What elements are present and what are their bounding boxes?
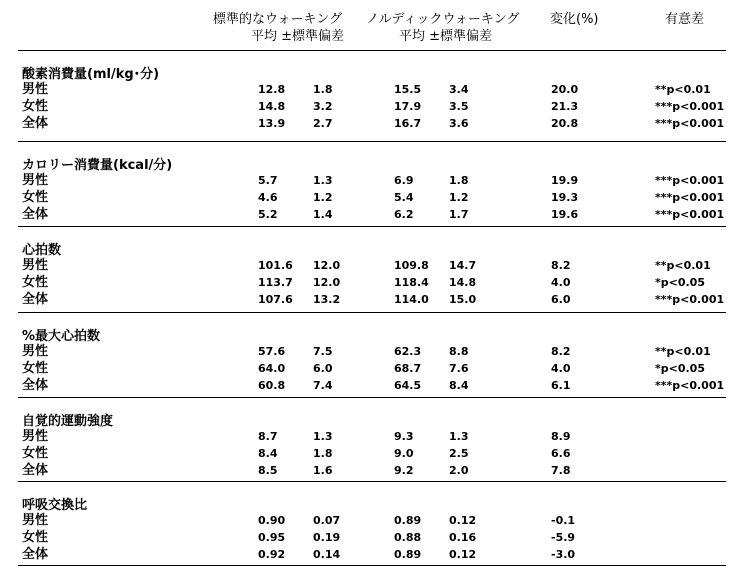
standard-sd: 1.3 [313, 174, 333, 187]
standard-sd: 1.2 [313, 191, 333, 204]
table-row [0, 173, 730, 189]
row-label: 女性 [22, 361, 49, 376]
table-row [0, 207, 730, 223]
table-row [0, 116, 730, 132]
section-title: カロリー消費量(kcal/分) [22, 158, 173, 173]
nordic-mean: 109.8 [394, 259, 429, 272]
standard-mean: 107.6 [258, 293, 293, 306]
row-label: 男性 [22, 513, 49, 528]
standard-sd: 1.3 [313, 430, 333, 443]
nordic-mean: 5.4 [394, 191, 414, 204]
bottom-rule [18, 565, 726, 566]
section-rule [18, 226, 726, 227]
standard-mean: 60.8 [258, 379, 286, 392]
standard-sd: 0.07 [313, 514, 341, 527]
header-standard-mean-sd: 平均 ±標準偏差 [251, 29, 345, 44]
standard-mean: 13.9 [258, 117, 286, 130]
change-percent: -3.0 [551, 548, 576, 561]
standard-sd: 7.5 [313, 345, 333, 358]
nordic-mean: 64.5 [394, 379, 422, 392]
row-label: 全体 [22, 378, 49, 393]
standard-sd: 2.7 [313, 117, 333, 130]
header-nordic-mean-sd: 平均 ±標準偏差 [399, 29, 493, 44]
change-percent: 20.0 [551, 83, 579, 96]
change-percent: 19.6 [551, 208, 579, 221]
table-row [0, 446, 730, 462]
standard-sd: 6.0 [313, 362, 333, 375]
section-rule [18, 312, 726, 313]
change-percent: 6.6 [551, 447, 571, 460]
table-row [0, 82, 730, 98]
standard-sd: 1.4 [313, 208, 333, 221]
significance-value: ***p<0.001 [655, 117, 725, 130]
nordic-sd: 15.0 [449, 293, 477, 306]
table-row [0, 190, 730, 206]
nordic-sd: 14.7 [449, 259, 477, 272]
standard-mean: 0.95 [258, 531, 286, 544]
change-percent: -0.1 [551, 514, 576, 527]
row-label: 男性 [22, 344, 49, 359]
nordic-mean: 17.9 [394, 100, 422, 113]
table-row [0, 463, 730, 479]
nordic-mean: 6.9 [394, 174, 414, 187]
significance-value: **p<0.01 [655, 83, 711, 96]
change-percent: 7.8 [551, 464, 571, 477]
standard-mean: 0.90 [258, 514, 286, 527]
significance-value: *p<0.05 [655, 276, 705, 289]
standard-sd: 1.8 [313, 447, 333, 460]
nordic-sd: 3.5 [449, 100, 469, 113]
standard-mean: 8.5 [258, 464, 278, 477]
row-label: 女性 [22, 530, 49, 545]
standard-sd: 1.8 [313, 83, 333, 96]
nordic-sd: 1.2 [449, 191, 469, 204]
row-label: 全体 [22, 292, 49, 307]
row-label: 全体 [22, 116, 49, 131]
significance-value: *p<0.05 [655, 362, 705, 375]
significance-value: ***p<0.001 [655, 379, 725, 392]
significance-value: ***p<0.001 [655, 293, 725, 306]
section-title: 酸素消費量(ml/kg･分) [22, 67, 160, 82]
change-percent: 4.0 [551, 362, 571, 375]
section-rule [18, 481, 726, 482]
standard-sd: 13.2 [313, 293, 341, 306]
nordic-sd: 8.8 [449, 345, 469, 358]
nordic-mean: 6.2 [394, 208, 414, 221]
significance-value: **p<0.01 [655, 345, 711, 358]
nordic-mean: 68.7 [394, 362, 422, 375]
row-label: 女性 [22, 190, 49, 205]
significance-value: ***p<0.001 [655, 100, 725, 113]
table-row [0, 429, 730, 445]
table-row [0, 275, 730, 291]
nordic-sd: 0.12 [449, 548, 477, 561]
table-row [0, 513, 730, 529]
row-label: 男性 [22, 429, 49, 444]
nordic-mean: 0.89 [394, 514, 422, 527]
standard-mean: 14.8 [258, 100, 286, 113]
nordic-sd: 7.6 [449, 362, 469, 375]
standard-mean: 8.4 [258, 447, 278, 460]
standard-sd: 7.4 [313, 379, 333, 392]
nordic-sd: 14.8 [449, 276, 477, 289]
section-rule [18, 141, 726, 142]
nordic-sd: 8.4 [449, 379, 469, 392]
nordic-sd: 1.7 [449, 208, 469, 221]
change-percent: 21.3 [551, 100, 579, 113]
change-percent: 8.2 [551, 259, 571, 272]
nordic-mean: 9.2 [394, 464, 414, 477]
section-rule [18, 397, 726, 398]
standard-sd: 3.2 [313, 100, 333, 113]
row-label: 女性 [22, 275, 49, 290]
row-label: 女性 [22, 99, 49, 114]
standard-sd: 0.19 [313, 531, 341, 544]
header-significance: 有意差 [665, 12, 705, 27]
header-nordic-walking: ノルディックウォーキング [366, 12, 520, 27]
row-label: 男性 [22, 173, 49, 188]
nordic-mean: 0.88 [394, 531, 422, 544]
section-rule [18, 50, 726, 51]
section-title: 心拍数 [22, 243, 62, 258]
header-standard-walking: 標準的なウォーキング [213, 12, 343, 27]
table-row [0, 292, 730, 308]
nordic-mean: 114.0 [394, 293, 429, 306]
table-row [0, 530, 730, 546]
nordic-mean: 62.3 [394, 345, 422, 358]
change-percent: 19.9 [551, 174, 579, 187]
change-percent: 19.3 [551, 191, 579, 204]
nordic-mean: 118.4 [394, 276, 429, 289]
nordic-mean: 16.7 [394, 117, 422, 130]
section-title: 呼吸交換比 [22, 498, 88, 513]
standard-mean: 0.92 [258, 548, 286, 561]
nordic-sd: 0.12 [449, 514, 477, 527]
standard-sd: 1.6 [313, 464, 333, 477]
change-percent: 6.0 [551, 293, 571, 306]
nordic-sd: 3.6 [449, 117, 469, 130]
section-title: 自覚的運動強度 [22, 414, 114, 429]
standard-sd: 0.14 [313, 548, 341, 561]
table-row [0, 378, 730, 394]
standard-mean: 101.6 [258, 259, 293, 272]
nordic-mean: 9.0 [394, 447, 414, 460]
standard-mean: 64.0 [258, 362, 286, 375]
row-label: 男性 [22, 258, 49, 273]
table-row [0, 361, 730, 377]
change-percent: 20.8 [551, 117, 579, 130]
nordic-sd: 2.0 [449, 464, 469, 477]
change-percent: 6.1 [551, 379, 571, 392]
row-label: 女性 [22, 446, 49, 461]
nordic-mean: 9.3 [394, 430, 414, 443]
standard-mean: 5.7 [258, 174, 278, 187]
standard-sd: 12.0 [313, 259, 341, 272]
section-title: %最大心拍数 [22, 329, 101, 344]
standard-mean: 8.7 [258, 430, 278, 443]
table-row [0, 344, 730, 360]
row-label: 全体 [22, 547, 49, 562]
table-row [0, 99, 730, 115]
standard-mean: 5.2 [258, 208, 278, 221]
nordic-mean: 15.5 [394, 83, 422, 96]
significance-value: ***p<0.001 [655, 174, 725, 187]
significance-value: ***p<0.001 [655, 208, 725, 221]
significance-value: **p<0.01 [655, 259, 711, 272]
change-percent: 8.2 [551, 345, 571, 358]
header-change: 変化(%) [550, 12, 599, 27]
table-row [0, 547, 730, 563]
nordic-sd: 1.3 [449, 430, 469, 443]
significance-value: ***p<0.001 [655, 191, 725, 204]
change-percent: 8.9 [551, 430, 571, 443]
row-label: 男性 [22, 82, 49, 97]
standard-sd: 12.0 [313, 276, 341, 289]
standard-mean: 4.6 [258, 191, 278, 204]
nordic-mean: 0.89 [394, 548, 422, 561]
nordic-sd: 3.4 [449, 83, 469, 96]
standard-mean: 57.6 [258, 345, 286, 358]
table-row [0, 258, 730, 274]
row-label: 全体 [22, 463, 49, 478]
standard-mean: 113.7 [258, 276, 293, 289]
change-percent: -5.9 [551, 531, 576, 544]
row-label: 全体 [22, 207, 49, 222]
nordic-sd: 2.5 [449, 447, 469, 460]
nordic-sd: 0.16 [449, 531, 477, 544]
change-percent: 4.0 [551, 276, 571, 289]
standard-mean: 12.8 [258, 83, 286, 96]
nordic-sd: 1.8 [449, 174, 469, 187]
